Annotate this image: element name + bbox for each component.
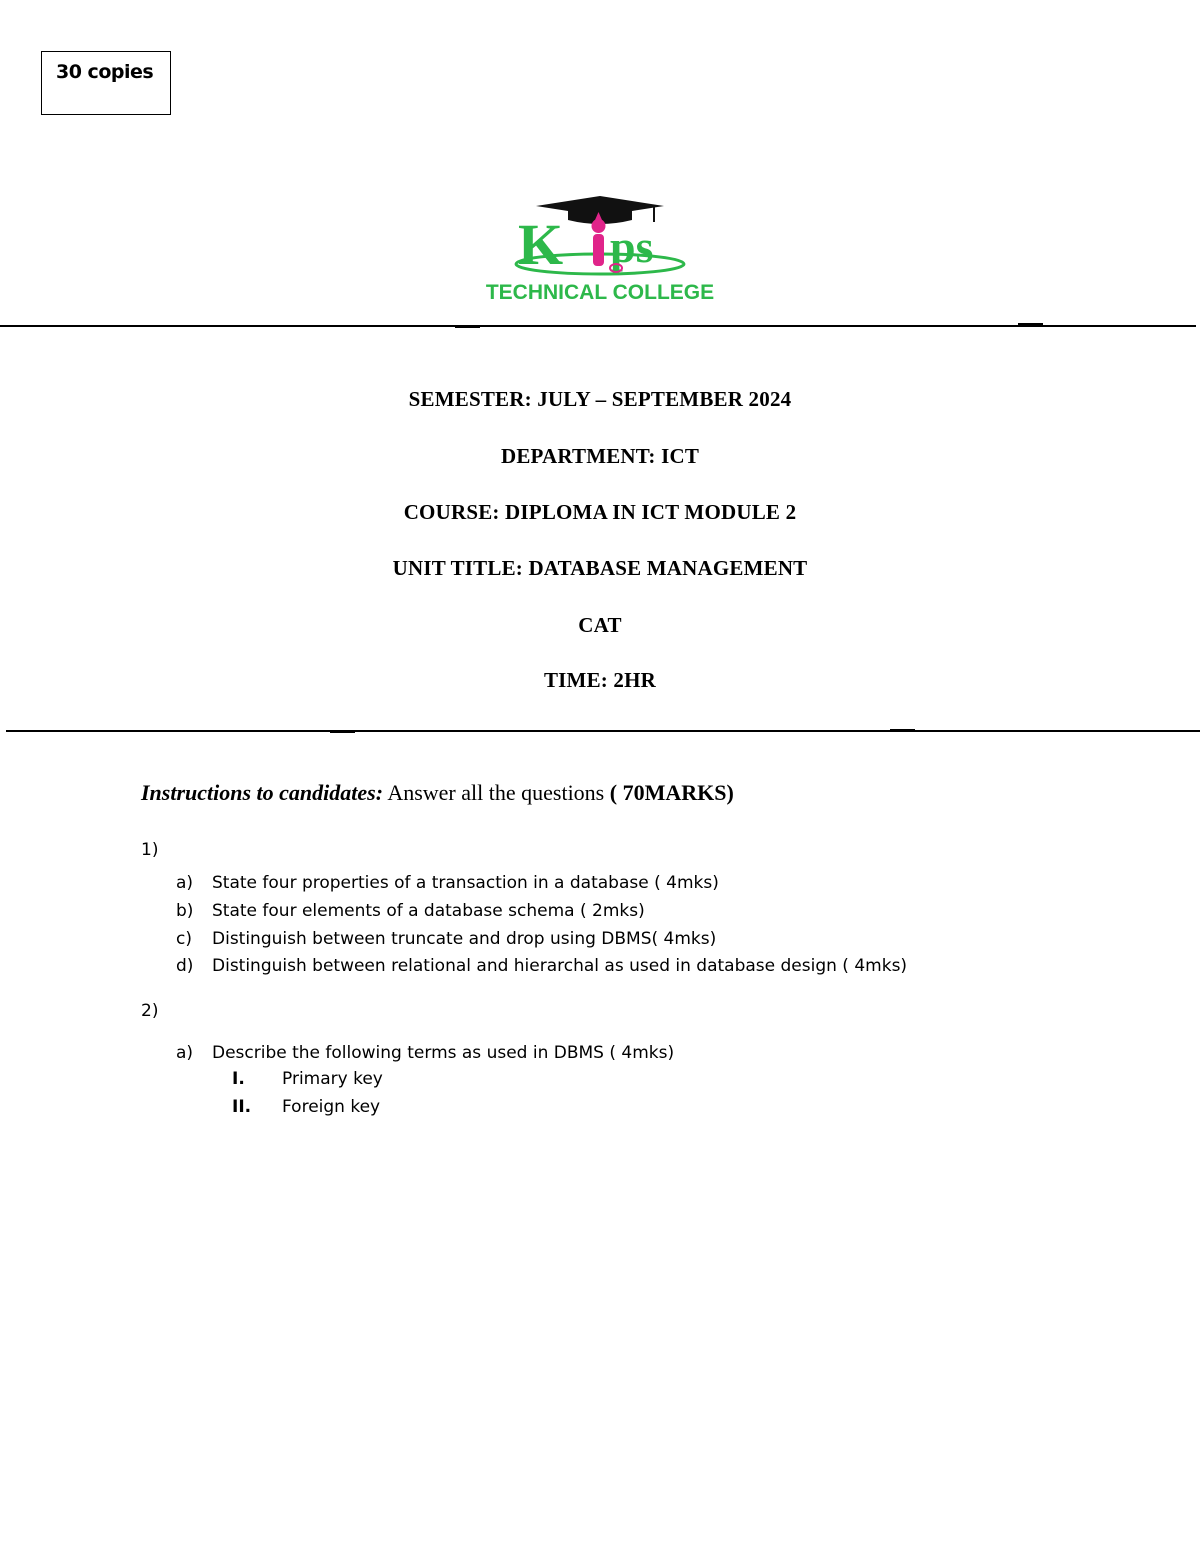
svg-text:K: K — [518, 212, 564, 277]
department-line: DEPARTMENT: ICT — [500, 444, 700, 468]
part-text: Distinguish between truncate and drop using DBMS( 4mks) — [212, 929, 717, 949]
part-text: State four elements of a database schema ( 2mks) — [212, 901, 645, 921]
part-text: Distinguish between relational and hierarchal as used in database design ( 4mks) — [212, 956, 908, 976]
part-letter: d) — [176, 956, 194, 976]
part-letter: a) — [176, 1043, 194, 1063]
instructions-text: Answer all the questions — [383, 780, 610, 805]
course-line: COURSE: DIPLOMA IN ICT MODULE 2 — [403, 500, 797, 524]
college-logo — [440, 190, 760, 310]
subpart-text: Foreign key — [282, 1097, 381, 1117]
time-line: TIME: 2HR — [543, 668, 657, 692]
part-letter: a) — [176, 873, 194, 893]
part-letter: b) — [176, 901, 194, 921]
question-number: 1) — [141, 840, 159, 860]
copies-label: 30 copies — [56, 61, 154, 83]
question-number: 2) — [141, 1001, 159, 1021]
subpart-numeral: I. — [232, 1069, 245, 1089]
total-marks: ( 70MARKS) — [609, 780, 734, 805]
header-bottom-rule — [6, 730, 1200, 732]
instructions — [141, 780, 734, 806]
kips-logo-graphic — [440, 190, 760, 310]
copies-box — [41, 51, 171, 115]
header-top-rule — [0, 325, 1196, 327]
exam-type-line: CAT — [578, 613, 622, 637]
instructions-label: Instructions to candidates: — [141, 780, 384, 805]
semester-line: SEMESTER: JULY – SEPTEMBER 2024 — [408, 387, 792, 411]
part-letter: c) — [176, 929, 192, 949]
unit-title-line: UNIT TITLE: DATABASE MANAGEMENT — [392, 556, 808, 580]
part-text: State four properties of a transaction in a database ( 4mks) — [212, 873, 719, 893]
subpart-text: Primary key — [282, 1069, 383, 1089]
subpart-numeral: II. — [232, 1097, 252, 1117]
part-text: Describe the following terms as used in DBMS ( 4mks) — [212, 1043, 675, 1063]
logo-tagline: TECHNICAL COLLEGE — [485, 281, 715, 304]
svg-text:ps: ps — [610, 221, 654, 272]
